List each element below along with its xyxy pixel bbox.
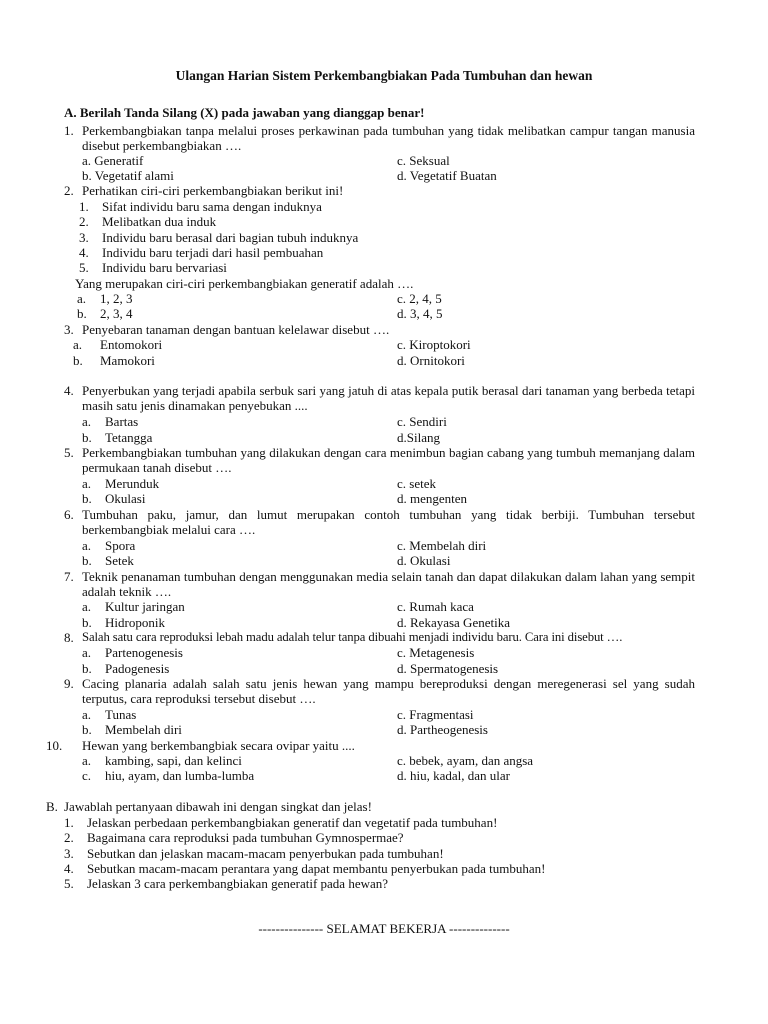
question-6-option-b-label: b. bbox=[82, 553, 92, 568]
question-10-option-d: d. hiu, kadal, dan ular bbox=[397, 768, 510, 783]
question-2-stem: Yang merupakan ciri-ciri perkembangbiakan generatif adalah …. bbox=[75, 276, 414, 291]
essay-3: Sebutkan dan jelaskan macam-macam penyerbukan pada tumbuhan! bbox=[87, 846, 444, 861]
essay-1: Jelaskan perbedaan perkembangbiakan generatif dan vegetatif pada tumbuhan! bbox=[87, 815, 498, 830]
question-4-option-b-label: b. bbox=[82, 430, 92, 445]
question-6-option-b: Setek bbox=[105, 553, 134, 568]
question-5-number: 5. bbox=[64, 445, 74, 460]
question-1-number: 1. bbox=[64, 123, 74, 138]
question-8-option-a-label: a. bbox=[82, 645, 92, 660]
question-9-option-b: Membelah diri bbox=[105, 722, 182, 737]
question-4-option-d: d.Silang bbox=[397, 430, 440, 445]
question-9-text: Cacing planaria adalah salah satu jenis hewan yang mampu bereproduksi dengan meregenerasi sel yang sudah terputus, cara reproduksi tersebut disebut …. bbox=[82, 676, 695, 707]
question-2-item-2-number: 2. bbox=[79, 214, 89, 229]
question-3-text: Penyebaran tanaman dengan bantuan kelelawar disebut …. bbox=[82, 322, 390, 337]
question-5-option-c: c. setek bbox=[397, 476, 436, 491]
question-6-number: 6. bbox=[64, 507, 74, 522]
question-1-option-a: a. Generatif bbox=[82, 153, 144, 168]
question-5-option-a: Merunduk bbox=[105, 476, 160, 491]
question-5-option-a-label: a. bbox=[82, 476, 92, 491]
closing-message: --------------- SELAMAT BEKERJA -------------- bbox=[258, 921, 510, 936]
question-4-option-a: Bartas bbox=[105, 414, 139, 429]
question-8-option-a: Partenogenesis bbox=[105, 645, 183, 660]
question-8-option-b: Padogenesis bbox=[105, 661, 170, 676]
question-7-option-a-label: a. bbox=[82, 599, 92, 614]
question-2-item-3-number: 3. bbox=[79, 230, 89, 245]
question-10-option-c: c. bebek, ayam, dan angsa bbox=[397, 753, 534, 768]
question-1-text: Perkembangbiakan tanpa melalui proses perkawinan pada tumbuhan yang tidak melibatkan campur tangan manusia disebut perkembangbiakan …. bbox=[82, 123, 695, 154]
question-9-option-c: c. Fragmentasi bbox=[397, 707, 474, 722]
question-1-option-d: d. Vegetatif Buatan bbox=[397, 168, 497, 183]
question-7-number: 7. bbox=[64, 569, 74, 584]
question-2-item-1: Sifat individu baru sama dengan induknya bbox=[102, 199, 322, 214]
question-6-option-d: d. Okulasi bbox=[397, 553, 451, 568]
question-8-option-b-label: b. bbox=[82, 661, 92, 676]
question-7-option-b-label: b. bbox=[82, 615, 92, 630]
question-7-option-b: Hidroponik bbox=[105, 615, 165, 630]
essay-3-number: 3. bbox=[64, 846, 74, 861]
question-3-number: 3. bbox=[64, 322, 74, 337]
essay-2: Bagaimana cara reproduksi pada tumbuhan Gymnospermae? bbox=[87, 830, 404, 845]
question-2-option-c: c. 2, 4, 5 bbox=[397, 291, 442, 306]
question-1-option-c: c. Seksual bbox=[397, 153, 450, 168]
question-9-option-a: Tunas bbox=[105, 707, 137, 722]
question-9-option-a-label: a. bbox=[82, 707, 92, 722]
question-6-text: Tumbuhan paku, jamur, dan lumut merupakan contoh tumbuhan yang tidak berbiji. Tumbuhan tersebut berkembangbiak melalui cara …. bbox=[82, 507, 695, 538]
question-4-option-b: Tetangga bbox=[105, 430, 153, 445]
question-5-option-d: d. mengenten bbox=[397, 491, 468, 506]
question-10-option-a-label: a. bbox=[82, 753, 92, 768]
question-3-option-a: Entomokori bbox=[100, 337, 163, 352]
essay-5-number: 5. bbox=[64, 876, 74, 891]
question-5-option-b-label: b. bbox=[82, 491, 92, 506]
question-2-item-4-number: 4. bbox=[79, 245, 89, 260]
question-7-option-d: d. Rekayasa Genetika bbox=[397, 615, 510, 630]
question-4-text: Penyerbukan yang terjadi apabila serbuk sari yang jatuh di atas kepala putik berasal dari tanaman yang berbeda tetapi masih satu jenis dinamakan penyebukan .... bbox=[82, 383, 695, 414]
question-2-option-a: 1, 2, 3 bbox=[100, 291, 133, 306]
question-6-option-c: c. Membelah diri bbox=[397, 538, 487, 553]
section-a-heading: A. Berilah Tanda Silang (X) pada jawaban yang dianggap benar! bbox=[64, 105, 425, 120]
question-9-number: 9. bbox=[64, 676, 74, 691]
question-2-option-d: d. 3, 4, 5 bbox=[397, 306, 443, 321]
question-4-number: 4. bbox=[64, 383, 74, 398]
question-10-option-b-label: c. bbox=[82, 768, 92, 783]
question-3-option-c: c. Kiroptokori bbox=[397, 337, 471, 352]
question-9-option-b-label: b. bbox=[82, 722, 92, 737]
question-4-option-a-label: a. bbox=[82, 414, 92, 429]
question-2-option-a-label: a. bbox=[77, 291, 87, 306]
question-2-item-5: Individu baru bervariasi bbox=[102, 260, 227, 275]
question-1-option-b: b. Vegetatif alami bbox=[82, 168, 174, 183]
essay-4-number: 4. bbox=[64, 861, 74, 876]
question-2-number: 2. bbox=[64, 183, 74, 198]
question-8-text: Salah satu cara reproduksi lebah madu adalah telur tanpa dibuahi menjadi individu baru. Cara ini disebut …. bbox=[82, 630, 623, 644]
question-2-item-2: Melibatkan dua induk bbox=[102, 214, 217, 229]
question-3-option-b: Mamokori bbox=[100, 353, 155, 368]
question-3-option-a-label: a. bbox=[73, 337, 83, 352]
question-5-option-b: Okulasi bbox=[105, 491, 146, 506]
essay-4: Sebutkan macam-macam perantara yang dapat membantu penyerbukan pada tumbuhan! bbox=[87, 861, 546, 876]
question-6-option-a: Spora bbox=[105, 538, 136, 553]
question-2-option-b-label: b. bbox=[77, 306, 87, 321]
question-8-option-c: c. Metagenesis bbox=[397, 645, 475, 660]
question-6-option-a-label: a. bbox=[82, 538, 92, 553]
question-7-text: Teknik penanaman tumbuhan dengan menggunakan media selain tanah dan dapat dilakukan dalam lahan yang sempit adalah teknik …. bbox=[82, 569, 695, 600]
section-b-heading: Jawablah pertanyaan dibawah ini dengan singkat dan jelas! bbox=[64, 799, 372, 814]
question-2-item-3: Individu baru berasal dari bagian tubuh induknya bbox=[102, 230, 359, 245]
question-9-option-d: d. Partheogenesis bbox=[397, 722, 488, 737]
question-10-text: Hewan yang berkembangbiak secara ovipar yaitu .... bbox=[82, 738, 355, 753]
question-3-option-d: d. Ornitokori bbox=[397, 353, 465, 368]
question-2-option-b: 2, 3, 4 bbox=[100, 306, 133, 321]
question-10-number: 10. bbox=[46, 738, 63, 753]
question-3-option-b-label: b. bbox=[73, 353, 83, 368]
question-10-option-a: kambing, sapi, dan kelinci bbox=[105, 753, 242, 768]
question-4-option-c: c. Sendiri bbox=[397, 414, 447, 429]
question-2-item-5-number: 5. bbox=[79, 260, 89, 275]
question-2-item-4: Individu baru terjadi dari hasil pembuahan bbox=[102, 245, 324, 260]
question-7-option-c: c. Rumah kaca bbox=[397, 599, 474, 614]
page-title: Ulangan Harian Sistem Perkembangbiakan Pada Tumbuhan dan hewan bbox=[175, 68, 593, 83]
question-7-option-a: Kultur jaringan bbox=[105, 599, 185, 614]
question-2-text: Perhatikan ciri-ciri perkembangbiakan berikut ini! bbox=[82, 183, 344, 198]
essay-2-number: 2. bbox=[64, 830, 74, 845]
question-8-option-d: d. Spermatogenesis bbox=[397, 661, 499, 676]
question-8-number: 8. bbox=[64, 630, 74, 645]
essay-1-number: 1. bbox=[64, 815, 74, 830]
essay-5: Jelaskan 3 cara perkembangbiakan generatif pada hewan? bbox=[87, 876, 389, 891]
question-2-item-1-number: 1. bbox=[79, 199, 89, 214]
section-b-label: B. bbox=[46, 799, 58, 814]
question-5-text: Perkembangbiakan tumbuhan yang dilakukan dengan cara menimbun bagian cabang yang tumbuh memanjang dalam permukaan tanah disebut …. bbox=[82, 445, 695, 476]
question-10-option-b: hiu, ayam, dan lumba-lumba bbox=[105, 768, 255, 783]
